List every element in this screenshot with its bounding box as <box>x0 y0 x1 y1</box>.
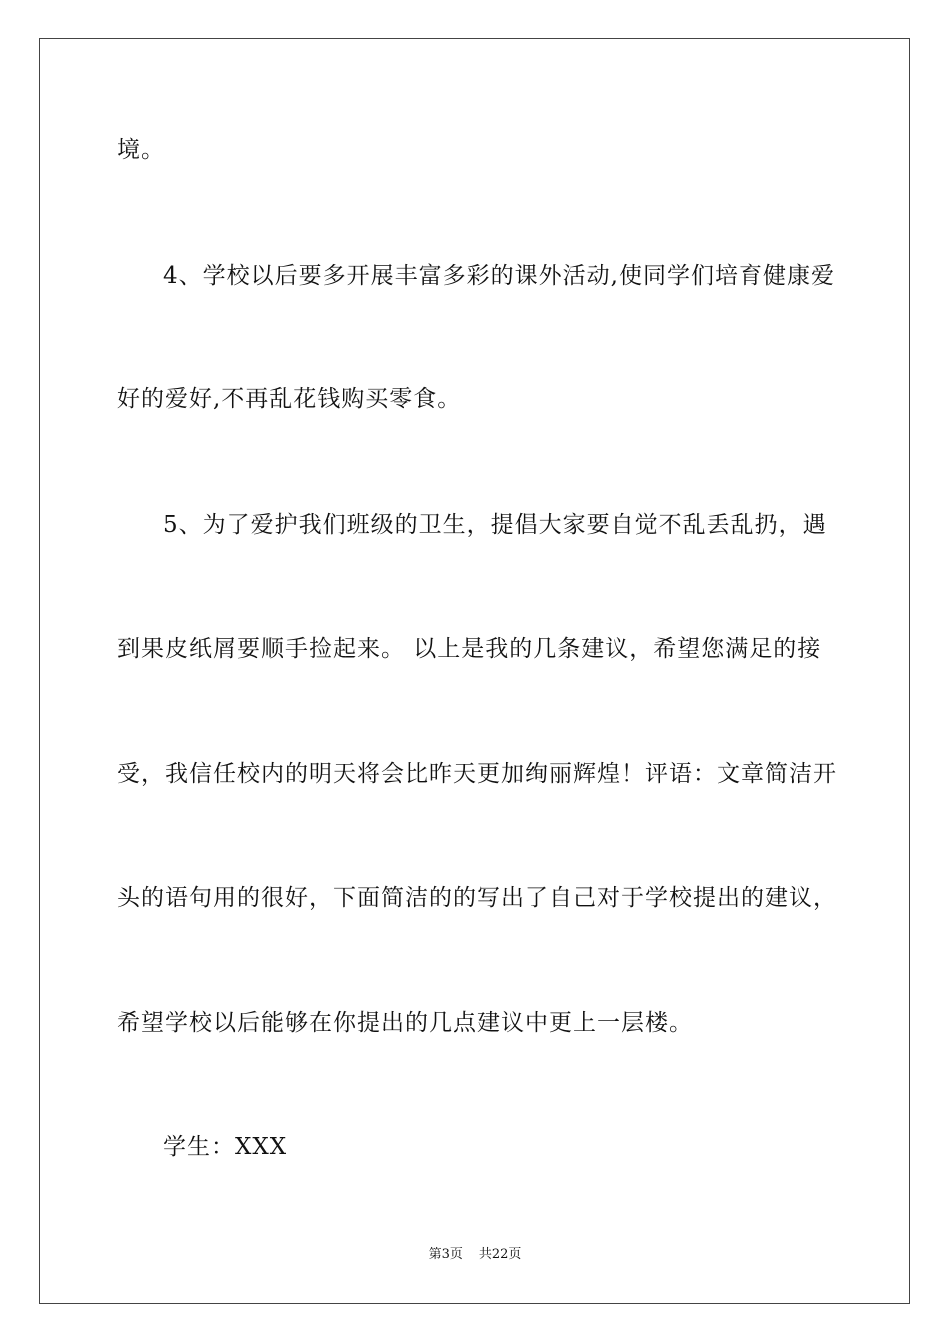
text-line-3: 好的爱好,不再乱花钱购买零食。 <box>117 386 462 412</box>
signature-line: 学生：XXX <box>163 1134 288 1160</box>
page-total: 共22页 <box>478 1247 522 1262</box>
text-line-1: 境。 <box>117 137 165 163</box>
text-line-5: 到果皮纸屑要顺手捡起来。 以上是我的几条建议，希望您满足的接 <box>117 636 822 662</box>
text-line-2: 4、学校以后要多开展丰富多彩的课外活动,使同学们培育健康爱 <box>163 263 835 289</box>
page-footer <box>0 1246 950 1264</box>
text-line-8: 希望学校以后能够在你提出的几点建议中更上一层楼。 <box>117 1010 693 1036</box>
text-line-6: 受，我信任校内的明天将会比昨天更加绚丽辉煌！评语：文章简洁开 <box>117 761 837 787</box>
text-line-7: 头的语句用的很好，下面简洁的的写出了自己对于学校提出的建议， <box>117 885 837 911</box>
text-line-4: 5、为了爱护我们班级的卫生，提倡大家要自觉不乱丢乱扔，遇 <box>163 512 827 538</box>
page-number: 第3页 <box>428 1247 463 1262</box>
page-frame <box>39 38 910 1304</box>
